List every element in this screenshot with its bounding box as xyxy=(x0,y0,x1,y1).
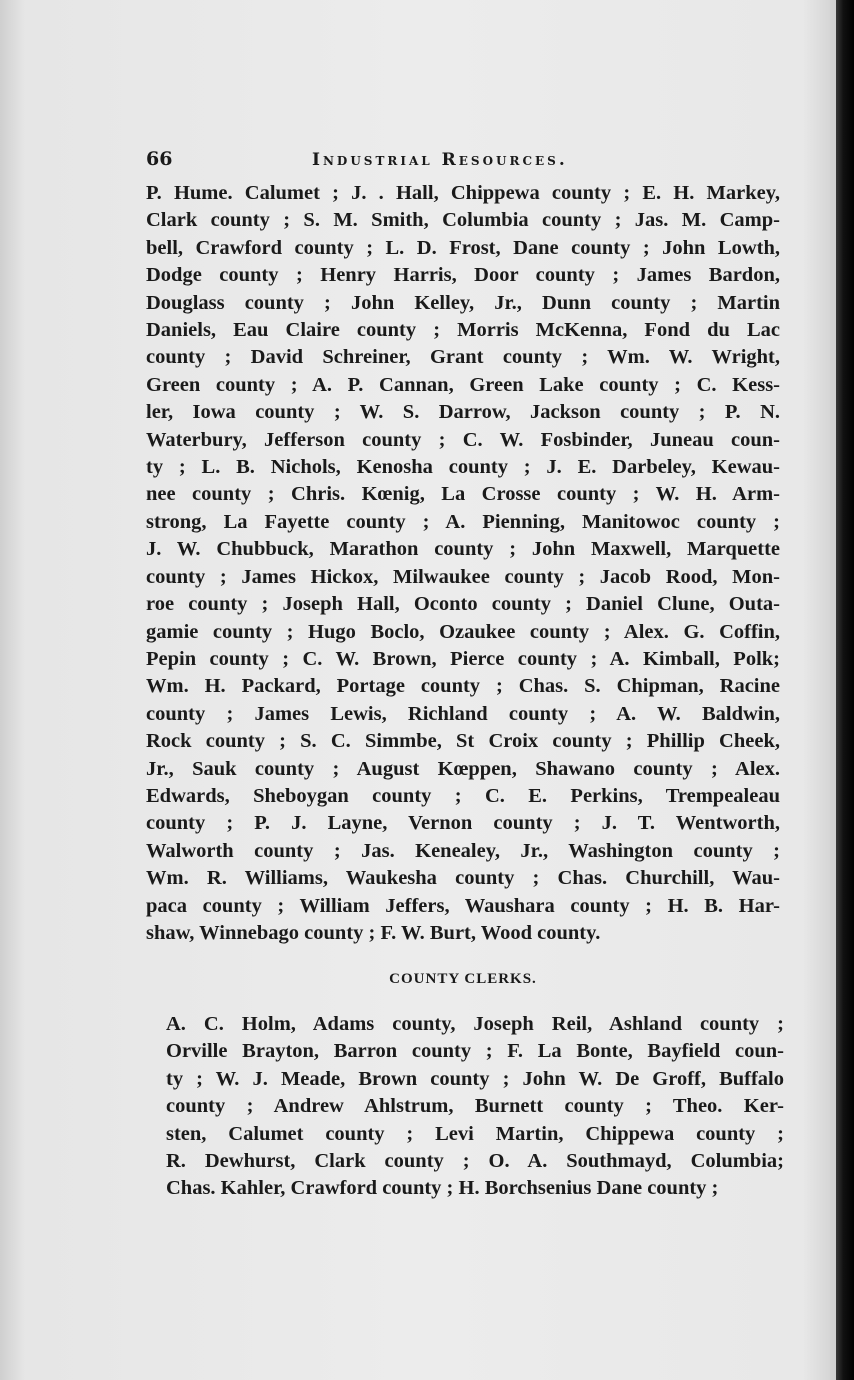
text-line: ty ; W. J. Meade, Brown county ; John W. De Groff, Buffalo xyxy=(166,1067,784,1090)
county-officers-paragraph xyxy=(146,180,780,947)
text-line: Waterbury, Jefferson county ; C. W. Fosbinder, Juneau coun- xyxy=(146,428,780,451)
county-clerks-paragraph xyxy=(166,1011,784,1203)
text-line: R. Dewhurst, Clark county ; O. A. Southmayd, Columbia; xyxy=(166,1150,784,1173)
page-edge-shadow xyxy=(836,0,854,1380)
text-line: county ; Andrew Ahlstrum, Burnett county ; Theo. Ker- xyxy=(166,1095,784,1118)
text-line: Clark county ; S. M. Smith, Columbia county ; Jas. M. Camp- xyxy=(146,209,780,232)
text-line: county ; David Schreiner, Grant county ; Wm. W. Wright, xyxy=(146,346,780,369)
text-line: nee county ; Chris. Kœnig, La Crosse county ; W. H. Arm- xyxy=(146,483,780,506)
text-line: county ; James Lewis, Richland county ; A. W. Baldwin, xyxy=(146,702,780,725)
section-heading: COUNTY CLERKS. xyxy=(389,971,537,987)
text-line: Jr., Sauk county ; August Kœppen, Shawano county ; Alex. xyxy=(146,757,780,780)
text-line: Green county ; A. P. Cannan, Green Lake county ; C. Kess- xyxy=(146,373,780,396)
text-line: Orville Brayton, Barron county ; F. La Bonte, Bayfield coun- xyxy=(166,1040,784,1063)
text-line: J. W. Chubbuck, Marathon county ; John Maxwell, Marquette xyxy=(146,538,780,561)
text-line: county ; James Hickox, Milwaukee county ; Jacob Rood, Mon- xyxy=(146,565,780,588)
text-line: Dodge county ; Henry Harris, Door county ; James Bardon, xyxy=(146,264,780,287)
text-line: A. C. Holm, Adams county, Joseph Reil, Ashland county ; xyxy=(166,1013,784,1035)
text-line: Edwards, Sheboygan county ; C. E. Perkins, Trempealeau xyxy=(146,784,780,807)
text-line: ler, Iowa county ; W. S. Darrow, Jackson county ; P. N. xyxy=(146,401,780,424)
text-line: gamie county ; Hugo Boclo, Ozaukee county ; Alex. G. Coffin, xyxy=(146,620,780,643)
running-head: Industrial Resources. xyxy=(312,150,568,170)
text-line: Wm. R. Williams, Waukesha county ; Chas. Churchill, Wau- xyxy=(146,867,780,890)
text-line: Walworth county ; Jas. Kenealey, Jr., Washington county ; xyxy=(146,839,780,862)
text-line: Chas. Kahler, Crawford county ; H. Borchsenius Dane county ; xyxy=(166,1177,719,1200)
text-line: sten, Calumet county ; Levi Martin, Chippewa county ; xyxy=(166,1122,784,1145)
text-line: Douglass county ; John Kelley, Jr., Dunn county ; Martin xyxy=(146,291,780,314)
text-line: Daniels, Eau Claire county ; Morris McKenna, Fond du Lac xyxy=(146,319,780,342)
page-number: 66 xyxy=(146,148,173,170)
text-line: bell, Crawford county ; L. D. Frost, Dane county ; John Lowth, xyxy=(146,236,780,259)
text-line: Pepin county ; C. W. Brown, Pierce county ; A. Kimball, Polk; xyxy=(146,647,780,670)
text-line: roe county ; Joseph Hall, Oconto county ; Daniel Clune, Outa- xyxy=(146,593,780,616)
text-line: county ; P. J. Layne, Vernon county ; J. T. Wentworth, xyxy=(146,812,780,835)
text-line: paca county ; William Jeffers, Waushara county ; H. B. Har- xyxy=(146,894,780,917)
text-line: shaw, Winnebago county ; F. W. Burt, Wood county. xyxy=(146,921,601,944)
text-line: strong, La Fayette county ; A. Pienning, Manitowoc county ; xyxy=(146,510,780,533)
text-line: P. Hume. Calumet ; J. . Hall, Chippewa county ; E. H. Markey, xyxy=(146,182,780,204)
text-line: Rock county ; S. C. Simmbe, St Croix county ; Phillip Cheek, xyxy=(146,730,780,753)
text-line: ty ; L. B. Nichols, Kenosha county ; J. E. Darbeley, Kewau- xyxy=(146,456,780,479)
text-line: Wm. H. Packard, Portage county ; Chas. S. Chipman, Racine xyxy=(146,675,780,698)
